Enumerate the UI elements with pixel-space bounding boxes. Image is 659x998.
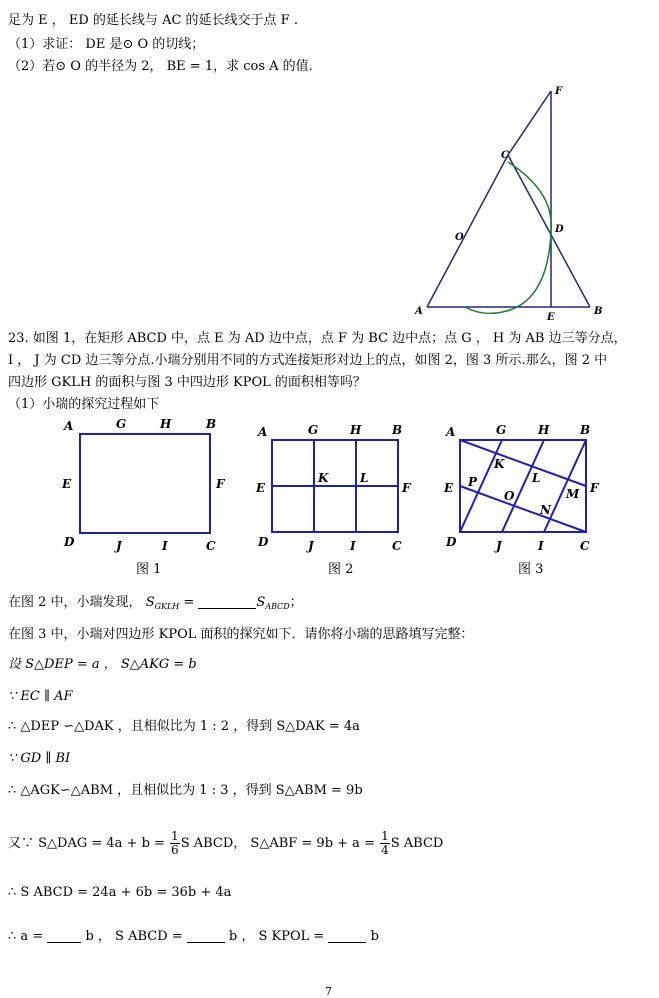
s10-part-c: b ， S KPOL =	[224, 929, 329, 944]
fig2-label-b: B	[392, 423, 403, 437]
fraction-one-fourth	[380, 830, 390, 857]
frac2-denominator: 4	[381, 843, 389, 857]
q23-line-2: I ， J 为 CD 边三等分点.小瑞分别用不同的方式连接矩形对边上的点，如图 2，图 3 所示.那么，图 2 中	[8, 353, 608, 368]
intro-line-1: 足为 E ， ED 的延长线与 AC 的延长线交于点 F .	[8, 13, 298, 28]
fig1-caption: 图 1	[136, 562, 162, 577]
fig3-label-j: J	[496, 539, 502, 553]
s1-rhs: S	[256, 595, 266, 610]
frac1-denominator: 6	[171, 843, 179, 857]
fig3-label-g: G	[496, 423, 507, 437]
fig3-caption: 图 3	[518, 562, 544, 577]
fig1-label-i: I	[162, 539, 168, 553]
solution-line-9: ∴ S ABCD = 24a + 6b = 36b + 4a	[8, 885, 232, 900]
rectangle-figure-2	[252, 412, 422, 558]
fig3-line-gd	[460, 440, 502, 532]
s10-part-d: b	[366, 929, 379, 944]
solution-line-2: 在图 3 中，小瑞对四边形 KPOL 面积的探究如下．请你将小瑞的思路填写完整：	[8, 627, 474, 642]
fig3-label-d: D	[446, 535, 457, 549]
frac2-numerator: 1	[381, 829, 389, 843]
answer-blank-a[interactable]	[47, 928, 81, 943]
fig1-label-j: J	[116, 539, 122, 553]
s1-prefix: 在图 2 中，小瑞发现，	[8, 595, 142, 610]
fig1-label-h: H	[160, 417, 172, 431]
fig3-label-a: A	[446, 425, 456, 439]
intro-line-2: （1）求证： DE 是⊙ O 的切线；	[8, 37, 205, 52]
frac1-numerator: 1	[171, 829, 179, 843]
s1-eq: =	[179, 595, 199, 610]
fig1-label-e: E	[62, 477, 72, 491]
q23-line-3: 四边形 GKLH 的面积与图 3 中四边形 KPOL 的面积相等吗？	[8, 375, 366, 390]
s10-part-b: b ， S ABCD =	[81, 929, 187, 944]
s1-lhs: S	[145, 595, 155, 610]
segment-ac	[427, 155, 508, 307]
answer-blank-1[interactable]	[198, 594, 256, 609]
fig3-label-e: E	[444, 481, 454, 495]
rectangle-figure-3	[440, 412, 610, 558]
solution-line-5: ∴ △DEP ∽△DAK ，且相似比为 1 : 2 ，得到 S△DAK = 4a	[8, 719, 360, 734]
fig3-label-k: K	[494, 457, 505, 471]
solution-line-3: 设 S△DEP = a ， S△AKG = b	[8, 657, 197, 672]
fig3-label-m: M	[566, 487, 580, 501]
fig3-line-hj	[502, 440, 544, 532]
fig3-label-h: H	[538, 423, 550, 437]
fig2-caption: 图 2	[328, 562, 354, 577]
fig2-label-j: J	[308, 539, 314, 553]
fig3-label-b: B	[580, 423, 591, 437]
fig1-label-b: B	[206, 417, 217, 431]
fig1-label-f: F	[216, 477, 225, 491]
fig2-label-i: I	[350, 539, 356, 553]
fig2-label-l: L	[360, 471, 369, 485]
fig2-label-a: A	[258, 425, 268, 439]
fig2-label-e: E	[256, 481, 266, 495]
fig2-label-d: D	[258, 535, 269, 549]
fig3-line-bi	[544, 440, 586, 532]
q23-line-4: （1）小瑞的探究过程如下	[8, 397, 160, 412]
fig2-label-h: H	[350, 423, 362, 437]
fig3-label-l: L	[532, 471, 541, 485]
fig3-label-n: N	[540, 503, 551, 517]
fig3-label-i: I	[538, 539, 544, 553]
fig2-label-k: K	[318, 471, 329, 485]
s8-part-a: 又∵ S△DAG = 4a + b =	[8, 836, 170, 851]
segment-cb	[508, 155, 590, 307]
fig2-label-f: F	[402, 481, 411, 495]
fraction-one-sixth	[170, 830, 180, 857]
solution-line-8	[8, 830, 443, 857]
s1-end: ；	[289, 595, 303, 610]
fig3-label-o: O	[504, 489, 515, 503]
fig1-label-g: G	[116, 417, 127, 431]
answer-blank-skpol[interactable]	[328, 928, 366, 943]
label-o: O	[455, 232, 464, 243]
solution-line-6: ∵ GD ∥ BI	[8, 751, 71, 766]
geometry-figure-circle	[405, 82, 615, 322]
fig1-label-d: D	[64, 535, 75, 549]
s8-part-c: S ABCD	[390, 836, 444, 851]
s10-part-a: ∴ a =	[8, 929, 48, 944]
q23-line-1: 23. 如图 1，在矩形 ABCD 中，点 E 为 AD 边中点，点 F 为 BC 边中点；点 G ， H 为 AB 边三等分点，	[8, 331, 627, 346]
fig3-label-p: P	[468, 475, 478, 489]
fig2-label-c: C	[392, 539, 402, 553]
fig1-label-c: C	[206, 539, 216, 553]
page-number: 7	[325, 985, 332, 998]
fig3-label-f: F	[590, 481, 599, 495]
label-b: B	[594, 306, 603, 317]
answer-blank-sabcd[interactable]	[187, 928, 225, 943]
solution-line-10	[8, 928, 379, 946]
label-f: F	[555, 86, 563, 97]
circle-arc	[465, 162, 551, 313]
fig1-label-a: A	[64, 419, 74, 433]
solution-line-7: ∴ △AGK∽△ABM ，且相似比为 1 : 3 ，得到 S△ABM = 9b	[8, 783, 363, 798]
label-c: C	[501, 150, 509, 161]
label-a: A	[415, 306, 423, 317]
s1-rhs-sub: ABCD	[265, 602, 290, 611]
rectangle-figure-1	[58, 412, 238, 558]
fig3-label-c: C	[580, 539, 590, 553]
solution-line-1	[8, 594, 303, 616]
s1-lhs-sub: GKLH	[154, 602, 180, 611]
solution-line-4: ∵ EC ∥ AF	[8, 689, 73, 704]
intro-line-3: （2）若⊙ O 的半径为 2， BE = 1，求 cos A 的值.	[8, 59, 313, 74]
segment-cf	[508, 91, 551, 155]
rect-abcd	[80, 434, 210, 533]
label-d: D	[555, 224, 564, 235]
fig2-label-g: G	[308, 423, 319, 437]
label-e: E	[547, 312, 555, 322]
s8-part-b: S ABCD， S△ABF = 9b + a =	[180, 836, 380, 851]
